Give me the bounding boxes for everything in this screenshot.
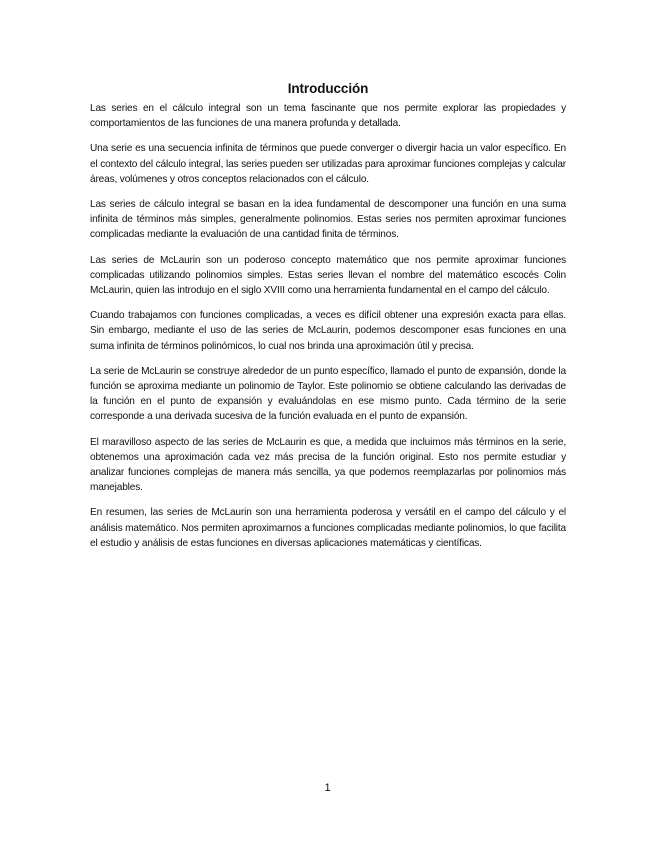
page-content bbox=[90, 80, 566, 561]
paragraph-5: Cuando trabajamos con funciones complicadas, a veces es difícil obtener una expresión exacta para ellas. Sin embargo, mediante el uso de las series de McLaurin, podemos descomponer esas funciones en una suma infinita de términos polinómicos, lo cual nos brinda una aproximación útil y precisa. bbox=[90, 310, 566, 352]
page-number: 1 bbox=[324, 782, 331, 794]
paragraph-7: El maravilloso aspecto de las series de McLaurin es que, a medida que incluimos más términos en la serie, obtenemos una aproximación cada vez más precisa de la función original. Esto nos permite estudiar y analizar funciones complejas de manera más sencilla, ya que podemos reemplazarlas por polinomios más manejables. bbox=[90, 436, 566, 494]
paragraph-3: Las series de cálculo integral se basan en la idea fundamental de descomponer una función en una suma infinita de términos más simples, generalmente polinomios. Estas series nos permiten aproximar funciones complicadas mediante la evaluación de una cantidad finita de términos. bbox=[90, 199, 566, 241]
paragraph-6: La serie de McLaurin se construye alrededor de un punto específico, llamado el punto de expansión, donde la función se aproxima mediante un polinomio de Taylor. Este polinomio se obtiene calculando las derivadas de la función en el punto de expansión y evaluándolas en ese mismo punto. Cada término de la serie corresponde a una derivada sucesiva de la función evaluada en el punto de expansión. bbox=[90, 365, 566, 423]
paragraph-1: Las series en el cálculo integral son un tema fascinante que nos permite explorar las propiedades y comportamientos de las funciones de una manera profunda y detallada. bbox=[90, 103, 566, 130]
page-title: Introducción bbox=[287, 81, 369, 96]
paragraph-2: Una serie es una secuencia infinita de términos que puede converger o divergir hacia un valor específico. En el contexto del cálculo integral, las series pueden ser utilizadas para aproximar funciones complejas y calcular áreas, volúmenes y otros conceptos relacionados con el cálculo. bbox=[90, 143, 566, 185]
paragraph-8: En resumen, las series de McLaurin son una herramienta poderosa y versátil en el campo del cálculo y el análisis matemático. Nos permiten aproximarnos a funciones complicadas mediante polinomios, lo que facilita el estudio y análisis de estas funciones en diversas aplicaciones matemáticas y científicas. bbox=[90, 507, 566, 549]
paragraph-4: Las series de McLaurin son un poderoso concepto matemático que nos permite aproximar funciones complicadas utilizando polinomios simples. Estas series llevan el nombre del matemático escocés Colin McLaurin, quien las introdujo en el siglo XVIII como una herramienta fundamental en el campo del cálculo. bbox=[90, 254, 566, 297]
